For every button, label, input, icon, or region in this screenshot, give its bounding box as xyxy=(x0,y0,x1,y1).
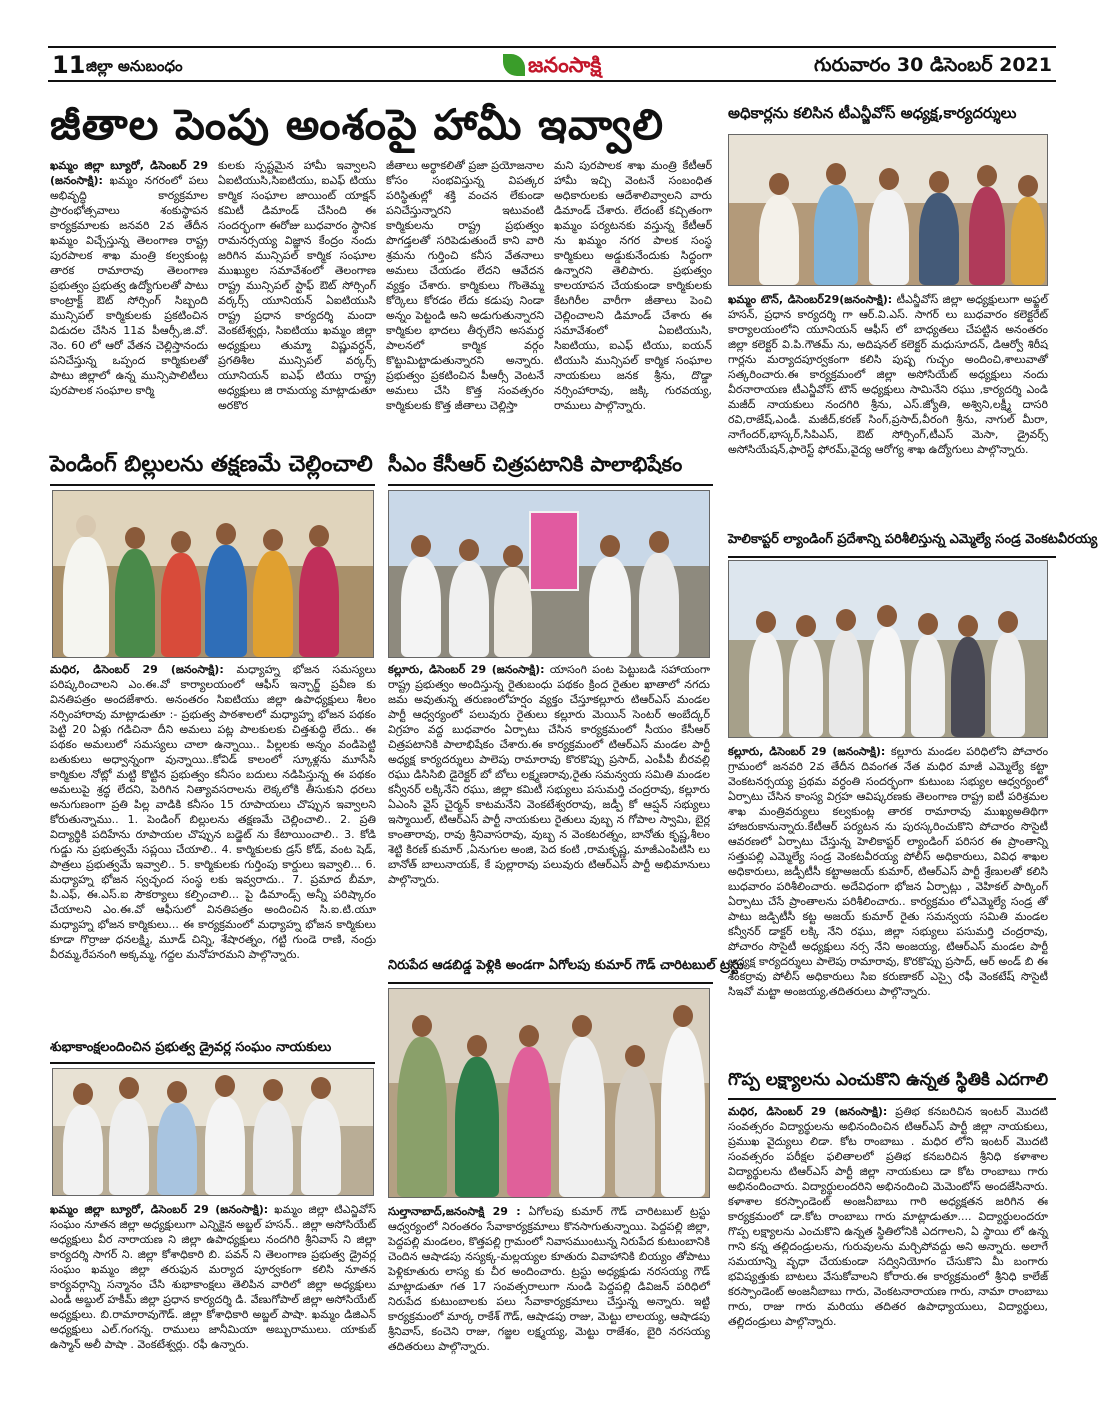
marriage-text xyxy=(388,1204,710,1384)
greetings-dateline: ఖమ్మం జిల్లా బ్యూరో, డిసెంబర్ 29 (జనంసాక్షి): xyxy=(50,1203,269,1216)
kcr-body: యాసంగి పంట పెట్టుబడి సహాయంగా రాష్ట్ర ప్రభుత్వం అందిస్తున్న రైతుబంధు పథకం క్రింద రైతుల ఖాతాలో నగదు జమ అవుతున్న తరుణంలోహర్షం వ్యక్తం చేస్తూకల్లూరు టిఆర్ఎస్ మండల పార్టీ ఆధ్వర్యంలో పలువురు రైతులు కల్లూరు మెయిన్ సెంటర్ అంబేద్కర్ విగ్రహం వద్ద బుధవారం ఏర్పాటు చేసిన కార్యక్రమంలో సీయం కేసీఆర్ చిత్రపటానికి పాలాభిషేకం చేశారు.ఈ కార్యక్రమంలో టిఆర్ఎస్ మండల పార్టీ అధ్యక్ష కార్యదర్శులు పాలెపు రామారావు కొరకొప్పు ప్రసాద్, ఎంపీపీ బీరవల్లి రఘు డిసిసిబి డైరెక్టర్ బో బోలు లక్ష్మణరావు,రైతు సమన్వయ సమితి మండల కన్వీనర్ లక్కినేని రఘు, జిల్లా కమిటీ సభ్యులు పసుమర్తి చంద్రరావు, కల్లూరు ఏఎంసి వైస్ చైర్మన్ కాటమనేని వెంకటేశ్వరరావు, జడ్పీ కో ఆప్షన్ సభ్యులు ఇస్మాయిల్, టిఆర్ఎస్ పార్టీ నాయకులు రైతులు వుబ్బ న గోపాల స్వామి, బైర్ల కాంతారావు, రావు శ్రీనివాసరావు, వుబ్బ న వెంకటరత్నం, బానోతు కృష్ణ,శీలం శెట్టి కిరణ్ కుమార్ ,ఏనుగుల అంజి, పెద కంటి ,రామకృష్ణ, మాజీఎంపిటిసి లు బానోత్ బాలునాయక్, కే పుల్లారావు పలువురు టిఆర్ఎస్ పార్టీ అభిమానులు పాల్గొన్నారు. xyxy=(388,663,711,886)
officials-text xyxy=(728,292,1048,520)
main-story-col-2 xyxy=(218,158,376,438)
helicopter-body: కల్లూరు మండల పరిధిలోని పోచారం గ్రామంలో జనవరి 2వ తేదీన దివంగత నేత మధిర మాజీ ఎమ్మెల్యే కట్టా వెంకటనర్సయ్య ప్రథమ వర్ధంతి సందర్భంగా కుటుంబ సభ్యుల ఆధ్వర్యంలో ఏర్పాటు చేసిన కాంస్య విగ్రహ ఆవిష్కరణకు తెలంగాణ రాష్ట్ర ఐటీ పరిశ్రమల శాఖ మంత్రివర్యులు కల్వకుంట్ల తారక రామారావు ముఖ్యఅతిథిగా హాజరుకానున్నారు.కేటీఆర్ పర్యటన ను పురస్కరించుకొని పోచారం సొసైటీ ఆవరణలో ఏర్పాటు చేస్తున్న హెలికాప్టర్ ల్యాండింగ్ పరిసర ఈ ప్రాంతాన్ని సత్తుపల్లి ఎమ్మెల్యే సండ్ర వెంకటవీరయ్య పోలీస్ అధికారులు, వివిధ శాఖల అధికారులు, జడ్పీటీసీ కట్టాఅజయ్ కుమార్, టిఆర్ఎస్ పార్టీ శ్రేణులతో కలిసి బుధవారం పరిశీలించారు. అదేవిధంగా భోజన ఏర్పాట్లు , వెహికల్ పార్కింగ్ ఏర్పాటు చేసే ప్రాంతాలను పరిశీలించారు.. కార్యక్రమం లోఎమ్మెల్యే సండ్ర తో పాటు జడ్పిటీసీ కట్ట అజయ్ కుమార్ రైతు సమన్వయ సమితి మండల కన్వీనర్ డాక్టర్ లక్కి నేని రఘు, జిల్లా సభ్యులు పసుమర్తి చంద్రరావు, పోచారం సొసైటీ అధ్యక్షులు నర్స నేని అంజయ్య, టిఆర్ఎస్ మండల పార్టీ అధ్యక్ష కార్యదర్శులు పాలెపు రామారావు, కొరకొప్పు ప్రసాద్, ఆర్ అండ్ బి ఈ శంకర్రావు పోలీస్ అధికారులు సిఐ కరుణాకర్ ఎస్సై రఫీ వెంకటేష్ సొసైటీ సిఇవో మట్టా అంజయ్య,తదితరులు పాల్గొన్నారు. xyxy=(728,745,1049,998)
pending-bills-text xyxy=(50,662,376,1026)
issue-date: గురువారం 30 డిసెంబర్ 2021 xyxy=(813,54,1052,76)
kcr-dateline: కల్లూరు, డిసెంబర్ 29 (జనంసాక్షి): xyxy=(388,663,545,676)
greetings-body: ఖమ్మం జిల్లా టిఎన్జివోస్ సంఘం నూతన జిల్లా అధ్యక్షులుగా ఎన్నికైన అబ్జల్ హసన్.. జిల్లా అసోసియేట్ అధ్యక్షులు వీర నారాయణ ని జిల్లా ఉపాధ్యక్షులు నందగిరి శ్రీనివాస్ ని జిల్లా కార్యదర్శి సాగర్ ని. జిల్లా కోశాధికారి బి. పవన్ ని తెలంగాణ ప్రభుత్వ డ్రైవర్ల సంఘం ఖమ్మం జిల్లా తరుఫున మర్యాద పూర్వకంగా కలిసి నూతన కార్యవర్గాన్ని సన్మానం చేసి శుభాకాంక్షలు తెలిపిన వారిలో జిల్లా అధ్యక్షులు ఎండీ అబ్దుల్ హకీమ్ జిల్లా ప్రధాన కార్యదర్శి డి. వేణుగోపాల్ జిల్లా అసోసియేట్ అధ్యక్షులు. బి.రామారావుగౌడ్. జిల్లా కోశాధికారి అబ్జల్ పాషా. ఖమ్మం డిజిఎన్ అధ్యక్షులు ఎల్.గంగన్న. రాములు జానీమియా అబ్బురాములు. యాకుబ్ ఉస్మాన్ అలీ పాషా . వెంకటేశ్వర్లు. రఫీ ఉన్నారు. xyxy=(50,1203,376,1351)
marriage-dateline: సుల్తానాబాద్,జనంసాక్షి 29 : xyxy=(388,1205,521,1218)
kcr-photo xyxy=(388,490,710,658)
main-story-col-1 xyxy=(50,158,208,438)
masthead xyxy=(48,46,1056,82)
officials-body: టీఎన్జీవోస్ జిల్లా అధ్యక్షులుగా అఫ్జల్ హసన్, ప్రధాన కార్యదర్శి గా ఆర్.వి.ఎస్. సాగర్ లు బుధవారం కలెక్టరేట్ కార్యాలయంలోని యూనియన్ ఆఫీస్ లో బాధ్యతలు చేపట్టిన అనంతరం జిల్లా కలెక్టర్ వి.పి.గౌతమ్ ను, అదిషనల్ కలెక్టర్ మధుసూదన్, డిఆర్వో శిరీష గార్లను మర్యాదపూర్వకంగా కలిసి పుష్ప గుచ్ఛం అందించి,శాలువాతో సత్కరించారు.ఈ కార్యక్రమంలో జిల్లా అసోసియేట్ అధ్యక్షులు నందు వీరనారాయణ టీఎన్జీవోస్ టౌన్ అధ్యక్షులు సామినేని రఘు ,కార్యదర్శి ఎండి మజీద్ నాయకులు నందగిరి శ్రీను, ఎస్.జ్యోతి, అశ్విని,లక్ష్మీ దాసరి రవి,రాజేష్,ఎండీ. మజీద్,కరణ్ సింగ్,ప్రసాద్,వీరంగి శ్రీను, నాగుల్ మీరా, నాగేందర్,భాస్కర్,సిపిఎస్, ఔట్ సోర్సింగ్,టీఎస్ మెసా, డ్రైవర్స్ అసోసియేషన్,ఫారెస్ట్ ఫోరమ్,వైద్య ఆరోగ్య శాఖ ఉద్యోగులు పాల్గొన్నారు. xyxy=(728,293,1049,456)
pending-bills-body: మధ్యాహ్న భోజన సమస్యలు పరిష్కరించాలని ఎం.ఈ.వో కార్యాలయంలో ఆఫీస్ ఇన్చార్జ్ ప్రవీణ కు వినతిపత్రం అందజేశారు. అనంతరం సిఐటియు జిల్లా ఉపాధ్యక్షులు శీలం నర్సింహారావు మాట్లాడుతూ :- ప్రభుత్వ పాఠశాలలో మధ్యాహ్న భోజన పథకం పెట్టి 20 ఏళ్లు గడిచినా దీని అమలు పట్ల పాలకులకు చిత్తశుద్ధి లేదు.. ఈ పథకం అమలులో సమస్యలు చాలా ఉన్నాయి.. పిల్లలకు అన్నం వండిపెట్టి బతుకులు అధ్వాన్నంగా వున్నాయి..కోవిడ్ కాలంలో స్కూళ్లను మూసేసి కార్మికుల నోట్లో మట్టి కొట్టిన ప్రభుత్వం కనీసం బదులు నడిపిస్తున్న ఈ పథకం అమలుపై శ్రద్ధ లేదని, పెరిగిన నిత్యావసరాలను లెక్కలోకి తీసుకుని ధరలు అనుగుణంగా ప్రతి పిల్ల వాడికి కనీసం 15 రూపాయలు చొప్పున ఇవ్వాలని కోరుతున్నాము.. 1. పెండింగ్ బిల్లులను తక్షణమే చెల్లించాలి.. 2. ప్రతి విద్యార్థికి పదిహేను రూపాయల చొప్పున బడ్జెట్ ను కేటాయించాలి.. 3. కోడి గుడ్డు ను ప్రభుత్వమే సప్లయి చేయాలి.. 4. కార్మికులకు డ్రస్ కోడ్, వంట షెడ్, పాత్రలు ప్రభుత్వమే ఇవ్వాలి.. 5. కార్మికులకు గుర్తింపు కార్డులు ఇవ్వాలి... 6. మధ్యాహ్న భోజన స్వచ్ఛంద సంస్థ లకు ఇవ్వరాదు.. 7. ప్రమాద బీమా, పి.ఎఫ్, ఈ.ఎస్.ఐ సౌకర్యాలు కల్పించాలి... పై డిమాండ్స్ అన్నీ పరిష్కారం చేయాలని ఎం.ఈ.వో ఆఫీసులో వినతిపత్రం అందించిన సి.ఐ.టి.యూ మధ్యాహ్న భోజన కార్మికులు... ఈ కార్యక్రమంలో మధ్యాహ్న భోజన కార్మికులు కూడా గొర్రాజు ధనలక్ష్మి, మూడ్ చిన్ని, శేషారత్నం, గట్టి గుండె రాణి, నంద్రు వీరమ్మ,రేపనంగి అక్కమ్మ, గద్దల మనోహరమని పాల్గొన్నారు. xyxy=(50,663,376,961)
goals-headline: గొప్ప లక్ష్యాలను ఎంచుకొని ఉన్నత స్థితికి ఎదగాలి xyxy=(728,1070,1056,1100)
helicopter-dateline: కల్లూరు, డిసెంబర్ 29 (జనంసాక్షి): xyxy=(728,745,886,758)
greetings-headline: శుభాకాంక్షలందించిన ప్రభుత్వ డ్రైవర్ల సంఘం నాయకులు xyxy=(50,1040,375,1064)
pending-bills-photo xyxy=(52,490,374,658)
main-headline: జీతాల పెంపు అంశంపై హామీ ఇవ్వాలి xyxy=(50,100,665,149)
kcr-headline: సీఎం కేసీఆర్ చిత్రపటానికి పాలాభిషేకం xyxy=(388,452,713,486)
page-number: 11 xyxy=(52,51,86,79)
section-label: జిల్లా అనుబంధం xyxy=(86,57,183,75)
helicopter-text xyxy=(728,744,1048,1052)
marriage-photo xyxy=(388,988,710,1198)
main-dateline: ఖమ్మం జిల్లా బ్యూరో, డిసెంబర్ 29 (జనంసాక్షి): xyxy=(50,159,208,187)
main-story-col-4 xyxy=(554,158,712,438)
officials-dateline: ఖమ్మం టౌన్, డిసెంబర్29(జనంసాక్షి): xyxy=(728,293,893,306)
goals-body: ప్రతిభ కనబరిచిన ఇంటర్ మొదటి సంవత్సరం విద్యార్థులను అభినందించిన టిఆర్ఎస్ పార్టీ జిల్లా నాయకులు, ప్రముఖ వైద్యులు లిడా. కోట రాంబాబు . మధిర లోని ఇంటర్ మొదటి సంవత్సరం పరీక్షల ఫలితాలలో ప్రతిభ కనబరిచిన శ్రీనిధి కళాశాల విద్యార్థులను టిఆర్ఎస్ పార్టీ జిల్లా నాయకులు డా కోట రాంబాబు గారు అభినందించారు. విద్యార్థులందరిని అభినందించి మెమెంటోస్ అందజేసినారు. కళాశాల కరస్పాండెంట్ అంజనీబాబు గారి అధ్యక్షతన జరిగిన ఈ కార్యక్రమంలో డా.కోట రాంబాబు గారు మాట్లాడుతూ.... విద్యార్థులందరూ గొప్ప లక్ష్యాలను ఎంచుకొని ఉన్నత స్థితిలోనికి ఎదగాలని, ఏ స్థాయి లో ఉన్న గాని కన్న తల్లిదండ్రులను, గురువులను మర్చిపోవద్దు అని అన్నారు. అలాగే సమయాన్ని వృధా చేయకుండా సద్వినియోగం చేసుకొని మీ బంగారు భవిష్యత్తుకు బాటలు వేసుకోవాలని కోరారు.ఈ కార్యక్రమంలో శ్రీనిధి కాలేజ్ కరస్పాండెంట్ అంజనీబాబు గారు, వెంకటనారాయణ గారు, నామా రాంబాబు గారు, రాజు గారు మరియు తదితర ఉపాధ్యాయులు, విద్యార్థులు, తల్లిదండ్రులు పాల్గొన్నారు. xyxy=(728,1105,1048,1328)
pending-bills-headline: పెండింగ్ బిల్లులను తక్షణమే చెల్లించాలి xyxy=(50,452,375,486)
officials-headline: అధికార్లను కలిసిన టీఎన్జీవోస్ అధ్యక్ష,కార్యదర్శులు xyxy=(728,104,1017,122)
pending-bills-dateline: మధిర, డిసెంబర్ 29 (జనంసాక్షి): xyxy=(50,663,224,676)
main-body-4: మని పురపాలక శాఖ మంత్రి కేటీఆర్ హామీ ఇచ్చి వెంటనే సంబంధిత అధికారులకు ఆదేశాలివ్వాలని వారు డిమాండ్ చేశారు. లేదంటే కచ్చితంగా ఖమ్మం పర్యటనకు వస్తున్న కేటీఆర్ ను ఖమ్మం నగర పాలక సంస్థ కార్మికులు అడ్డుకునేందుకు సిద్ధంగా ఉన్నారని తెలిపారు. ప్రభుత్వం కాలయాపన చేయకుండా కార్మికులకు కేటగిరీల వారీగా జీతాలు పెంచి చెల్లించాలని డిమాండ్ చేశారు ఈ సమావేశంలో ఏఐటియుసి, సిఐటియు, ఐఎఫ్ టియు, ఐయన్ టియుసి మున్సిపల్ కార్మిక సంఘాల నాయకులు జనక శ్రీను, దొడ్డా నర్సింహారావు, జక్కి గురవయ్య, రాములు పాల్గొన్నారు. xyxy=(554,159,712,412)
paper-name: జనంసాక్షి xyxy=(528,53,602,77)
main-body-1: ఖమ్మం నగరంలో పలు అభివృద్ధి కార్యక్రమాల ప్రారంభోత్సవాలు శంకుస్థాపన కార్యక్రమాలకు జనవరి 2వ తేదీన ఖమ్మం విచ్చేస్తున్న తెలంగాణ రాష్ట్ర పురపాలక శాఖ మంత్రి కల్వకుంట్ల తారక రామారావు తెలంగాణ ప్రభుత్వం ప్రభుత్వ ఉద్యోగులతో పాటు కాంట్రాక్ట్ ఔట్ సోర్సింగ్ సిబ్బంది మున్సిపల్ కార్మికులకు ప్రకటించిన విడుదల చేసిన 11వ పీఆర్సీ,జి.వో. నెం. 60 లో ఆరో వేతన చెల్లిస్తానందు పనిచేస్తున్న ఒప్పంద కార్మికులతో పాటు జిల్లాలో ఉన్న మున్సిపాలిటీలు పురపాలక సంఘాల కార్మి xyxy=(50,174,209,397)
paper-logo xyxy=(503,51,628,79)
officials-photo xyxy=(728,134,1048,286)
helicopter-photo xyxy=(728,560,1048,738)
marriage-body: ఏగోలపు కుమార్ గౌడ్ చారిటబుల్ ట్రస్టు ఆధ్వర్యంలో నిరంతరం సేవాకార్యక్రమాలు కొనసాగుతున్నాయి. పెద్దపల్లి జిల్లా, పెద్దపల్లి మండలం, కొత్తపల్లి గ్రామంలో నివాసముంటున్న నిరుపేద కుటుంబానికి చెందిన ఆషాడపు నస్యక్క-మల్లయ్యల కూతురు వివాహానికి బియ్యం తోపాటు పెళ్లికూతురు లాస్య కు చీర అందించారు. ట్రస్టు అధ్యక్షుడు నరసయ్య గౌడ్ మాట్లాడుతూ గత 17 సంవత్సరాలుగా నుండి పెద్దపల్లి డివిజన్ పరిధిలో నిరుపేద కుటుంబాలకు పలు సేవాకార్యక్రమాలు చేస్తున్న అన్నారు. ఇట్టి కార్యక్రమంలో మార్క రాకేశ్ గౌడ్, ఆషాడపు రాజు, మెట్టు లాలయ్య, ఆషాడపు శ్రీనివాస్, కంచెని రాజు, గజ్జల లక్ష్మయ్య, మెట్టు రాజేశం, బైరి నరసయ్య తదితరులు పాల్గొన్నారు. xyxy=(388,1205,711,1353)
kcr-text xyxy=(388,662,710,947)
marriage-headline: నిరుపేద ఆడబిడ్డ పెళ్లికి అండగా ఏగోలపు కుమార్ గౌడ్ చారిటబుల్ ట్రస్టు xyxy=(388,958,713,984)
main-body-3: జీతాలు అర్థాకలితో ప్రజా ప్రయోజనాల కోసం సంభవిస్తున్న విపత్కర పరిస్థితుల్లో శక్తి వంచన లేకుండా పనిచేస్తున్నారని ఇటువంటి కార్మికులను రాష్ట్ర ప్రభుత్వం పొగడ్తలతో సరిపెడుతుందే కాని వారి శ్రమను గుర్తించి కనీస వేతనాలు అమలు చేయడం లేదని ఆవేదన వ్యక్తం చేశారు. కార్మికులు గొంతెమ్మ కోర్కెలు కోరడం లేదు కడుపు నిండా అన్నం పెట్టండి అని అడుగుతున్నారని కార్మికుల భాదలు తీర్చలేని అసమర్ధ పాలనలో కార్మిక వర్గం కొట్టుమిట్టాడుతున్నారని అన్నారు. ప్రభుత్వం ప్రకటించిన పీఆర్సీ వెంటనే అమలు చేసి కొత్త సంవత్సరం కార్మికులకు కొత్త జీతాలు చెల్లిస్తా xyxy=(386,159,544,412)
leaf-logo-icon xyxy=(503,54,525,76)
greetings-text xyxy=(50,1202,376,1388)
main-story-col-3 xyxy=(386,158,544,438)
goals-text xyxy=(728,1104,1048,1394)
greetings-photo xyxy=(52,1068,374,1196)
main-body-2: కులకు స్పష్టమైన హామీ ఇవ్వాలని ఏఐటియుసి,సిఐటియు, ఐఎఫ్ టియు కార్మిక సంఘాల జాయింట్ యాక్షన్ కమిటీ డిమాండ్ చేసింది ఈ సందర్భంగా ఈరోజు బుధవారం స్థానిక రామనర్సయ్య విజ్ఞాన కేంద్రం నందు జరిగిన మున్సిపల్ కార్మిక సంఘాల ముఖ్యుల సమావేశంలో తెలంగాణ రాష్ట్ర మున్సిపల్ స్టాఫ్ ఔట్ సోర్సింగ్ వర్కర్స్ యూనియన్ ఏఐటియుసి రాష్ట్ర ప్రధాన కార్యదర్శి మందా వెంకటేశ్వర్లు, సిఐటియు ఖమ్మం జిల్లా అధ్యక్షులు తుమ్మా విష్ణువర్ధన్, ప్రగతిశీల మున్సిపల్ వర్కర్స్ యూనియన్ ఐఎఫ్ టియు రాష్ట్ర అధ్యక్షులు జి రామయ్య మాట్లాడుతూ అరకొర xyxy=(218,159,376,412)
helicopter-headline: హెలికాప్టర్ ల్యాండింగ్ ప్రదేశాన్ని పరిశీలిస్తున్న ఎమ్మెల్యే సండ్ర వెంకటవీరయ్య xyxy=(728,532,1056,558)
goals-dateline: మధిర, డిసెంబర్ 29 (జనంసాక్షి): xyxy=(728,1105,888,1118)
